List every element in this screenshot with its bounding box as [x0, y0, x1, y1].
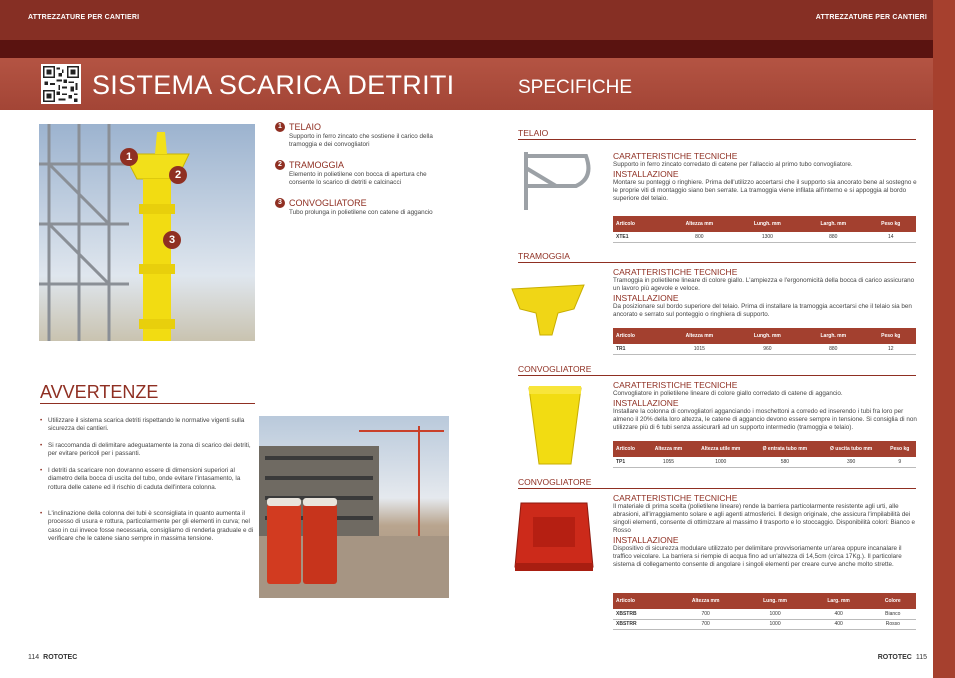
component-convogliatore: [275, 198, 445, 217]
spec-convogliatore-text: [613, 380, 917, 432]
spec-ct-text: Tramoggia in polietilene lineare di colore giallo. L'ampiezza e l'ergonomicità della bocca di carico assicurano un lavoro più agevole e veloce.: [613, 277, 915, 292]
spec-ct-title: CARATTERISTICHE TECNICHE: [613, 151, 738, 161]
warning-item: • L'inclinazione della colonna dei tubi è sconsigliata in quanto aumenta il processo di usura e rottura, particolarmente per gli elementi in curva; nel caso in cui invece fosse necessaria, consigliamo di renderla graduale e di verificare che le catene siano sempre in massima tensione.: [40, 510, 255, 543]
dark-stripe: [0, 40, 955, 58]
component-number: 2: [275, 160, 285, 170]
right-edge-strip: [933, 0, 955, 678]
spec-title: SPECIFICHE: [518, 77, 633, 98]
spec-ct-title: CARATTERISTICHE TECNICHE: [613, 380, 738, 390]
spec-in-text: Montare su ponteggi o ringhiere. Prima dell'utilizzo accertarsi che il supporto sia ancorato bene al sostegno e le proprie viti di montaggio siano ben serrate. La tramoggia viene infilata all'interno e si appoggia al bordo superiore del telaio.: [613, 179, 917, 202]
spec-telaio-text: [613, 151, 917, 203]
spec-table-convogliatore: Articolo Altezza mm Altezza utile mm Ø entrata tubo mm Ø uscita tubo mm Peso kg TP1 1055 1000 580 390 9: [613, 441, 916, 468]
section-divider: [518, 375, 916, 376]
component-desc: Tubo prolunga in polietilene con catene di aggancio: [289, 209, 433, 216]
component-number: 1: [275, 122, 285, 132]
warnings-divider: [40, 403, 255, 404]
spec-in-text: Da posizionare sul bordo superiore del telaio. Prima di installare la tramoggia accertarsi che il telaio sia ben ancorato e serrato sul ponteggio o ringhiera di supporto.: [613, 303, 912, 318]
header-left-label: ATTREZZATURE PER CANTIERI: [28, 14, 140, 21]
spec-tramoggia-text: [613, 267, 917, 319]
spec-table-tramoggia: Articolo Altezza mm Lungh. mm Largh. mm Peso kg TR1 1015 960 880 12: [613, 328, 916, 355]
barrier-image: [513, 497, 595, 582]
photo-marker-3: 3: [163, 230, 181, 249]
spec-ct-text: Supporto in ferro zincato corredato di catene per l'allaccio al primo tubo convogliatore.: [613, 161, 853, 168]
spec-table-barriera: Articolo Altezza mm Lung. mm Larg. mm Colore XBSTRB 700 1000 400 Bianco XBSTRR 700 1000 400 Rosso: [613, 593, 916, 630]
footer-brand: ROTOTEC: [877, 654, 912, 661]
section-divider: [518, 262, 916, 263]
warning-item: • Si raccomanda di delimitare adeguatamente la zona di scarico dei detriti, per evitare pericoli per i passanti.: [40, 442, 255, 459]
spec-section-title: TELAIO: [518, 128, 549, 138]
component-telaio: [275, 122, 445, 149]
footer-brand: ROTOTEC: [43, 654, 78, 661]
component-tramoggia: [275, 160, 445, 187]
table-row: TR1 1015 960 880 12: [613, 344, 916, 354]
spec-section-title: CONVOGLIATORE: [518, 477, 592, 487]
footer-left: [28, 654, 77, 661]
spec-ct-text: Convogliatore in polietilene lineare di colore giallo corredato di catene di aggancio.: [613, 390, 843, 397]
table-row: XBSTRR 700 1000 400 Rosso: [613, 619, 916, 629]
spec-in-title: INSTALLAZIONE: [613, 169, 679, 179]
component-desc: Elemento in polietilene con bocca di apertura che consente lo scarico di detriti e calcinacci: [289, 171, 427, 186]
table-row: TP1 1055 1000 580 390 9: [613, 457, 916, 467]
spec-in-text: Installare la colonna di convogliatori agganciando i moschettoni a corredo ed inserendo i tubi fra loro per almeno il 20% della loro altezza, le catene di aggancio devono essere sempre in tensione. Si consiglia di non utilizzare più di 6 tubi senza assicurarli ad un supporto intermedio (tramoggia e telaio).: [613, 408, 917, 431]
qr-code-icon[interactable]: [41, 64, 81, 104]
section-divider: [518, 488, 916, 489]
spec-in-text: Dispositivo di sicurezza modulare utilizzato per delimitare provvisoriamente un'area oppure incanalare il traffico veicolare. La barriera si riempie di acqua fino ad un'altezza di 14,5cm (circa 17Kg.). Il particolare sistema di collegamento consente di angolare i singoli elementi per creare curve anche molto strette.: [613, 545, 902, 568]
convogliatore-image: [527, 384, 583, 473]
spec-in-title: INSTALLAZIONE: [613, 293, 679, 303]
spec-barriera-text: [613, 493, 917, 569]
warning-item: • Utilizzare il sistema scarica detriti rispettando le normative vigenti sulla sicurezza dei cantieri.: [40, 417, 255, 434]
component-name: CONVOGLIATORE: [289, 198, 367, 208]
site-photo: [259, 416, 449, 598]
top-header-bar: [0, 0, 955, 40]
section-divider: [518, 139, 916, 140]
page-number-right: 115: [915, 654, 927, 661]
table-row: XBSTRB 700 1000 400 Bianco: [613, 609, 916, 619]
photo-marker-2: 2: [169, 165, 187, 184]
spec-ct-text: Il materiale di prima scelta (polietilene lineare) rende la barriera particolarmente resistente agli urti, alle abrasioni, all'irraggiamento solare e agli agenti atmosferici. Il design originale, che assicura l'impilabilità dei singoli elementi, consente di ottimizzare al massimo il trasporto e lo stoccaggio. Disponibilità colori: Bianco e Rosso: [613, 503, 916, 534]
table-row: XTE1 800 1300 880 14: [613, 232, 916, 242]
spec-in-title: INSTALLAZIONE: [613, 398, 679, 408]
chute-photo: [39, 124, 255, 341]
tramoggia-image: [510, 279, 586, 344]
component-name: TELAIO: [289, 122, 322, 132]
component-desc: Supporto in ferro zincato che sostiene il carico della tramoggia e dei convogliatori: [289, 133, 433, 148]
warning-item: • I detriti da scaricare non dovranno essere di dimensioni superiori al diametro della bocca di uscita del tubo, onde evitare l'intasamento, la rottura delle catene ed il rischio di caduta dell'intera colonna.: [40, 467, 255, 492]
spec-table-telaio: Articolo Altezza mm Lungh. mm Largh. mm Peso kg XTE1 800 1300 880 14: [613, 216, 916, 243]
spec-ct-title: CARATTERISTICHE TECNICHE: [613, 493, 738, 503]
header-right-label: ATTREZZATURE PER CANTIERI: [815, 14, 927, 21]
footer-right: [878, 654, 927, 661]
spec-in-title: INSTALLAZIONE: [613, 535, 679, 545]
page-number-left: 114: [28, 654, 40, 661]
photo-marker-1: 1: [120, 147, 138, 166]
spec-section-title: TRAMOGGIA: [518, 251, 570, 261]
page-title: SISTEMA SCARICA DETRITI: [92, 70, 455, 100]
component-number: 3: [275, 198, 285, 208]
warnings-title: AVVERTENZE: [40, 382, 159, 402]
telaio-image: [516, 148, 596, 219]
spec-section-title: CONVOGLIATORE: [518, 364, 592, 374]
spec-ct-title: CARATTERISTICHE TECNICHE: [613, 267, 738, 277]
component-name: TRAMOGGIA: [289, 160, 345, 170]
